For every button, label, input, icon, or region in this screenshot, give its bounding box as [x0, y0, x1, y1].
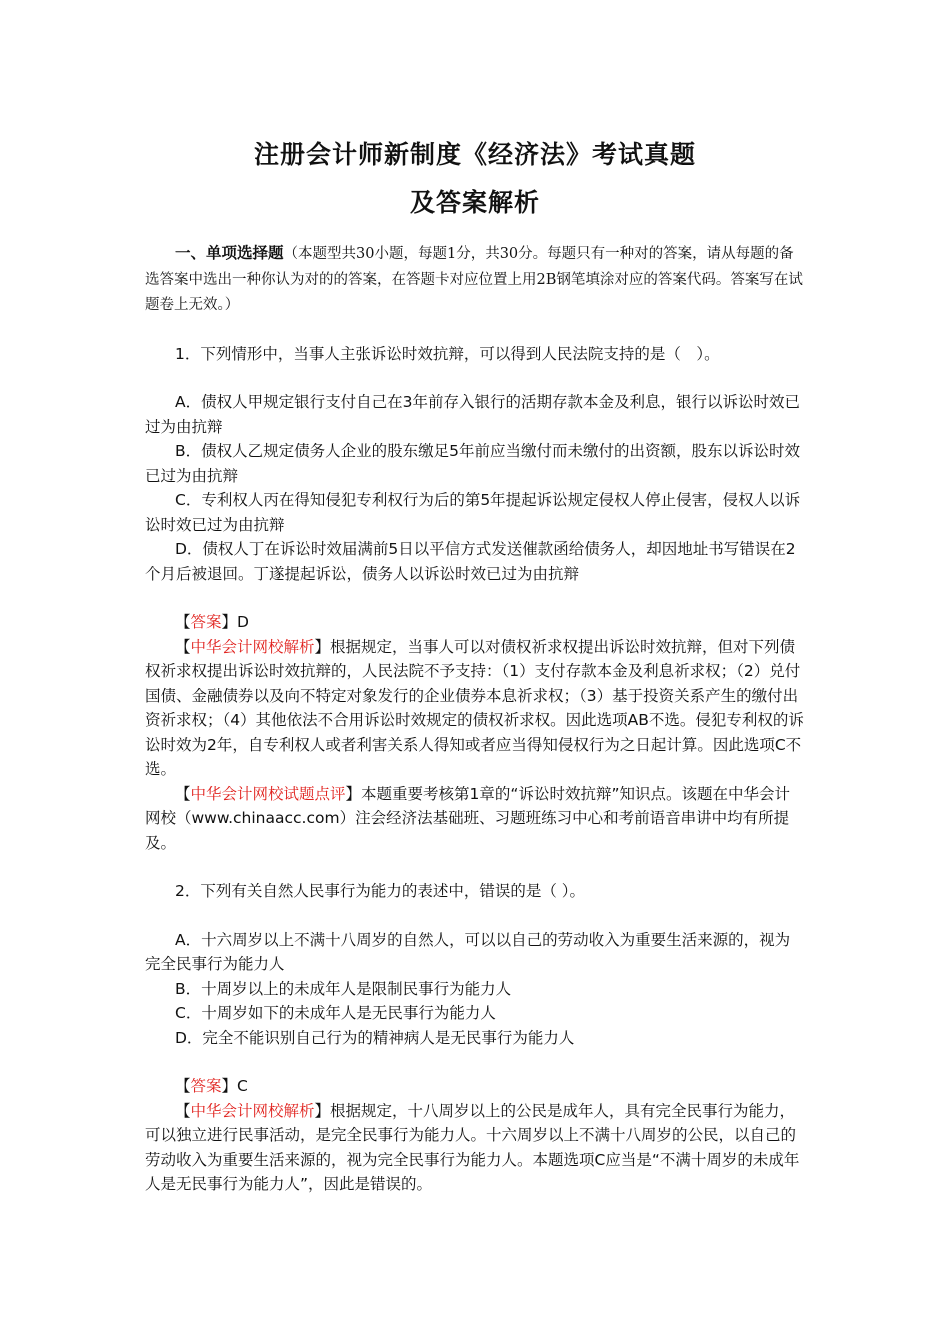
question-2 [145, 879, 805, 1197]
document-body [145, 241, 805, 1197]
analysis-label: 中华会计网校解析 [190, 1101, 315, 1120]
document-title: 注册会计师新制度《经济法》考试真题 [253, 140, 696, 169]
comment-label: 中华会计网校试题点评 [190, 784, 346, 803]
option-c: C．专利权人丙在得知侵犯专利权行为后的第5年提起诉讼规定侵权人停止侵害，侵权人以诉讼时效已过为由抗辩 [145, 491, 801, 534]
answer-value: D [237, 613, 249, 631]
answer-line: 【答案】C [175, 1077, 248, 1095]
section-intro [145, 241, 805, 318]
answer-label: 答案 [190, 1077, 222, 1095]
section-heading: 一、单项选择题 [175, 244, 284, 262]
question-1 [145, 342, 805, 856]
analysis-paragraph: 【中华会计网校解析】根据规定，当事人可以对债权祈求权提出诉讼时效抗辩，但对下列债权祈求权提出诉讼时效抗辩的，人民法院不予支持：（1）支付存款本金及利息祈求权；（2）兑付国债、金融债券以及向不特定对象发行的企业债券本息祈求权；（3）基于投资关系产生的缴付出资祈求权；（4）其他依法不合用诉讼时效规定的债权祈求权。因此选项AB不选。侵犯专利权的诉讼时效为2年，自专利权人或者利害关系人得知或者应当得知侵权行为之日起计算。因此选项C不选。 [145, 637, 804, 778]
option-d: D．完全不能识别自己行为的精神病人是无民事行为能力人 [175, 1028, 575, 1047]
option-a: A．十六周岁以上不满十八周岁的自然人，可以以自己的劳动收入为重要生活来源的，视为完全民事行为能力人 [145, 930, 791, 973]
answer-label: 答案 [190, 613, 222, 631]
comment-text: 本题重要考核第1章的“诉讼时效抗辩”知识点。该题在中华会计网校（www.chinaacc.com）注会经济法基础班、习题班练习中心和考前语音串讲中均有所提及。 [145, 784, 790, 852]
option-b: B．债权人乙规定债务人企业的股东缴足5年前应当缴付而未缴付的出资额，股东以诉讼时效已过为由抗辩 [145, 442, 800, 485]
answer-value: C [237, 1077, 248, 1095]
analysis-text: 根据规定，十八周岁以上的公民是成年人，具有完全民事行为能力，可以独立进行民事活动，是完全民事行为能力人。十六周岁以上不满十八周岁的公民，以自己的劳动收入为重要生活来源的，视为完全民事行为能力人。本题选项C应当是“不满十周岁的未成年人是无民事行为能力人”，因此是错误的。 [145, 1101, 800, 1193]
answer-line: 【答案】D [175, 613, 249, 631]
document-subtitle: 及答案解析 [409, 188, 540, 217]
option-c: C．十周岁如下的未成年人是无民事行为能力人 [175, 1004, 496, 1022]
section-description: （本题型共30小题，每题1分，共30分。每题只有一种对的答案，请从每题的备选答案中选出一种你认为对的的答案，在答题卡对应位置上用2B钢笔填涂对应的答案代码。答案写在试题卷上无效。） [145, 246, 803, 313]
option-b: B．十周岁以上的未成年人是限制民事行为能力人 [175, 979, 512, 998]
analysis-text: 根据规定，当事人可以对债权祈求权提出诉讼时效抗辩，但对下列债权祈求权提出诉讼时效抗辩的，人民法院不予支持：（1）支付存款本金及利息祈求权；（2）兑付国债、金融债券以及向不特定对象发行的企业债券本息祈求权；（3）基于投资关系产生的缴付出资祈求权；（4）其他依法不合用诉讼时效规定的债权祈求权。因此选项AB不选。侵犯专利权的诉讼时效为2年，自专利权人或者利害关系人得知或者应当得知侵权行为之日起计算。因此选项C不选。 [145, 637, 804, 778]
question-stem: 2．下列有关自然人民事行为能力的表述中，错误的是（ ）。 [175, 882, 586, 900]
comment-paragraph: 【中华会计网校试题点评】本题重要考核第1章的“诉讼时效抗辩”知识点。该题在中华会计网校（www.chinaacc.com）注会经济法基础班、习题班练习中心和考前语音串讲中均有所提及。 [145, 784, 790, 852]
analysis-paragraph: 【中华会计网校解析】根据规定，十八周岁以上的公民是成年人，具有完全民事行为能力，可以独立进行民事活动，是完全民事行为能力人。十六周岁以上不满十八周岁的公民，以自己的劳动收入为重要生活来源的，视为完全民事行为能力人。本题选项C应当是“不满十周岁的未成年人是无民事行为能力人”，因此是错误的。 [145, 1101, 800, 1193]
question-stem: 1．下列情形中，当事人主张诉讼时效抗辩，可以得到人民法院支持的是（ ）。 [175, 344, 720, 363]
analysis-label: 中华会计网校解析 [190, 637, 315, 656]
option-a: A．债权人甲规定银行支付自己在3年前存入银行的活期存款本金及利息，银行以诉讼时效已过为由抗辩 [145, 393, 800, 436]
option-d: D．债权人丁在诉讼时效届满前5日以平信方式发送催款函给债务人，却因地址书写错误在2个月后被退回。丁遂提起诉讼，债务人以诉讼时效已过为由抗辩 [145, 540, 796, 583]
